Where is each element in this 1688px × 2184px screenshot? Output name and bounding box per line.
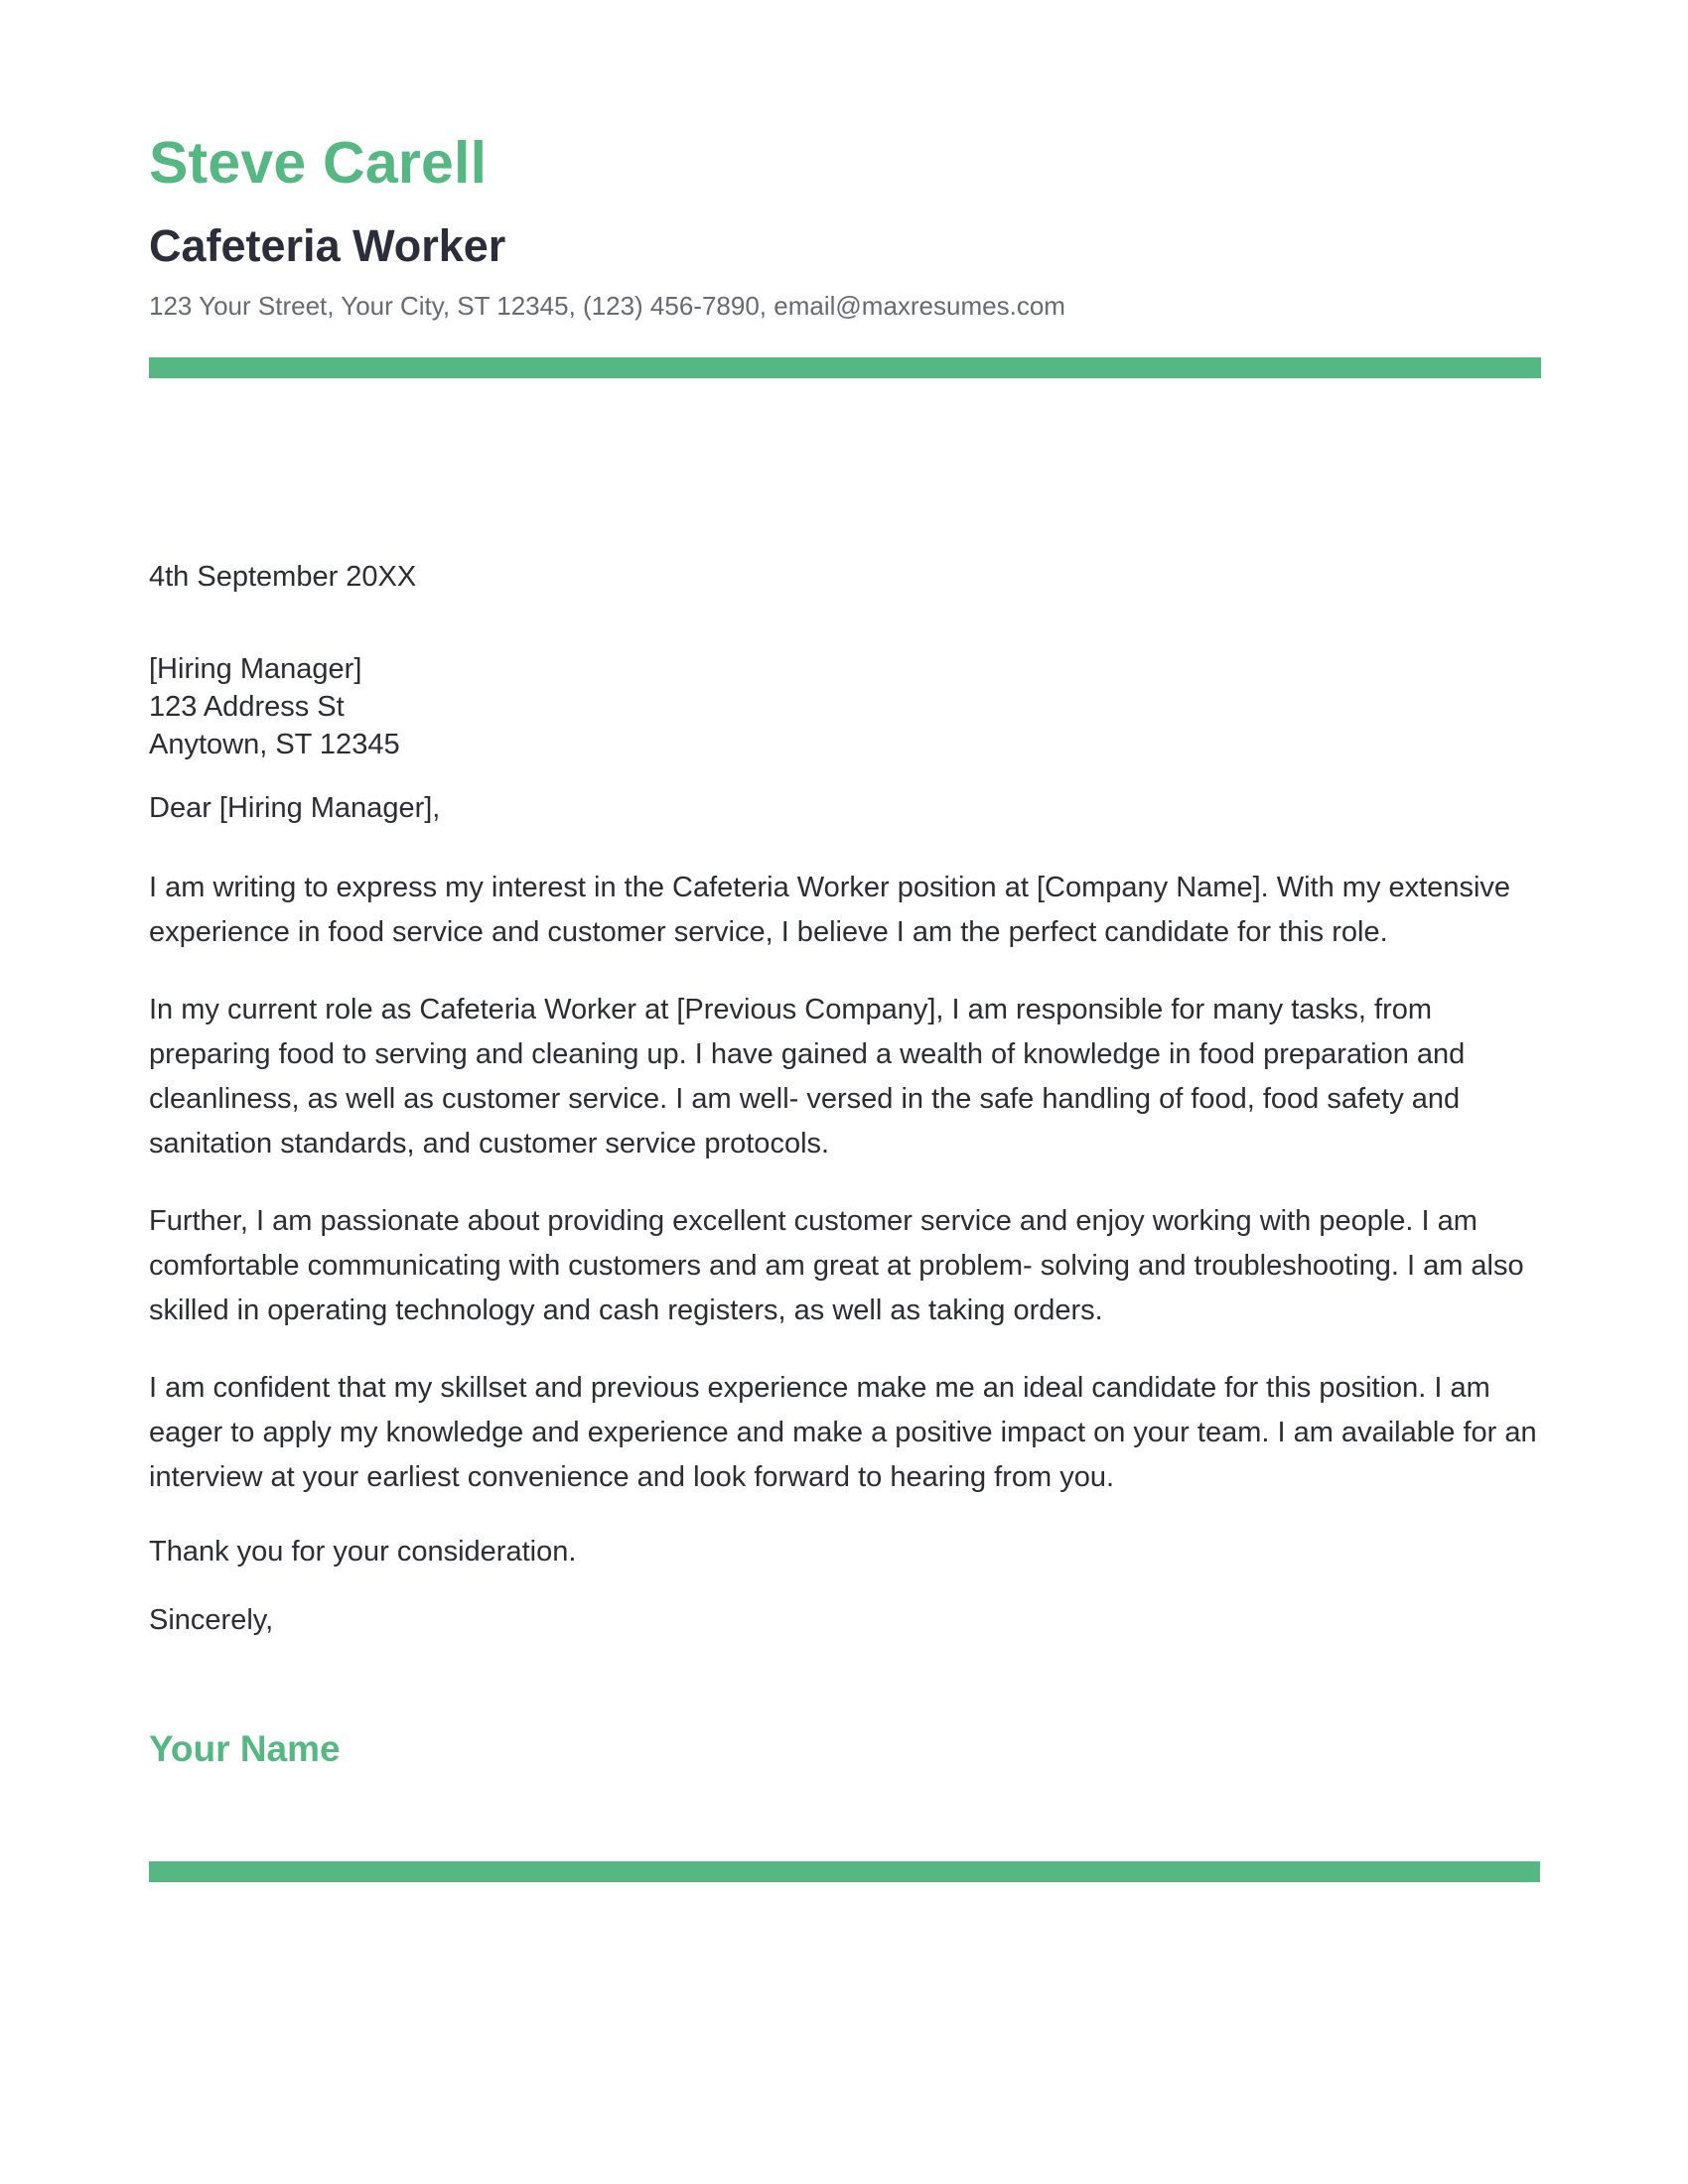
job-title: Cafeteria Worker (149, 220, 506, 271)
footer-divider (149, 1861, 1540, 1882)
contact-info: 123 Your Street, Your City, ST 12345, (123) 456-7890, email@maxresumes.com (149, 291, 1065, 321)
body-paragraph: In my current role as Cafeteria Worker at [Previous Company], I am responsible for many tasks, from preparing food to serving and cleaning up. I have gained a wealth of knowledge in food preparation and cleanliness, as well as customer service. I am well- versed in the safe handling of food, food safety and sanitation standards, and customer service protocols. (149, 994, 1466, 1160)
applicant-name: Steve Carell (149, 130, 488, 196)
closing-line: Sincerely, (149, 1604, 274, 1636)
letter-date: 4th September 20XX (149, 561, 417, 593)
body-paragraph: I am writing to express my interest in the Cafeteria Worker position at [Company Name]. With my extensive experience in food service and customer service, I believe I am the perfect candidate for this role. (149, 872, 1511, 948)
header-divider (149, 357, 1541, 378)
recipient-address (149, 650, 400, 763)
thanks-line: Thank you for your consideration. (149, 1536, 577, 1568)
recipient-line: Anytown, ST 12345 (149, 729, 400, 760)
recipient-line: 123 Address St (149, 691, 345, 723)
recipient-line: [Hiring Manager] (149, 653, 362, 685)
signature-name: Your Name (149, 1728, 341, 1769)
body-paragraph: I am confident that my skillset and previous experience make me an ideal candidate for this position. I am eager to apply my knowledge and experience and make a positive impact on your team. I am available for an interview at your earliest convenience and look forward to hearing from you. (149, 1372, 1537, 1493)
letter-body (149, 866, 1541, 1670)
salutation: Dear [Hiring Manager], (149, 792, 441, 824)
body-paragraph: Further, I am passionate about providing excellent customer service and enjoy working with people. I am comfortable communicating with customers and am great at problem- solving and troubleshooting. I am also skilled in operating technology and cash registers, as well as taking orders. (149, 1205, 1524, 1326)
